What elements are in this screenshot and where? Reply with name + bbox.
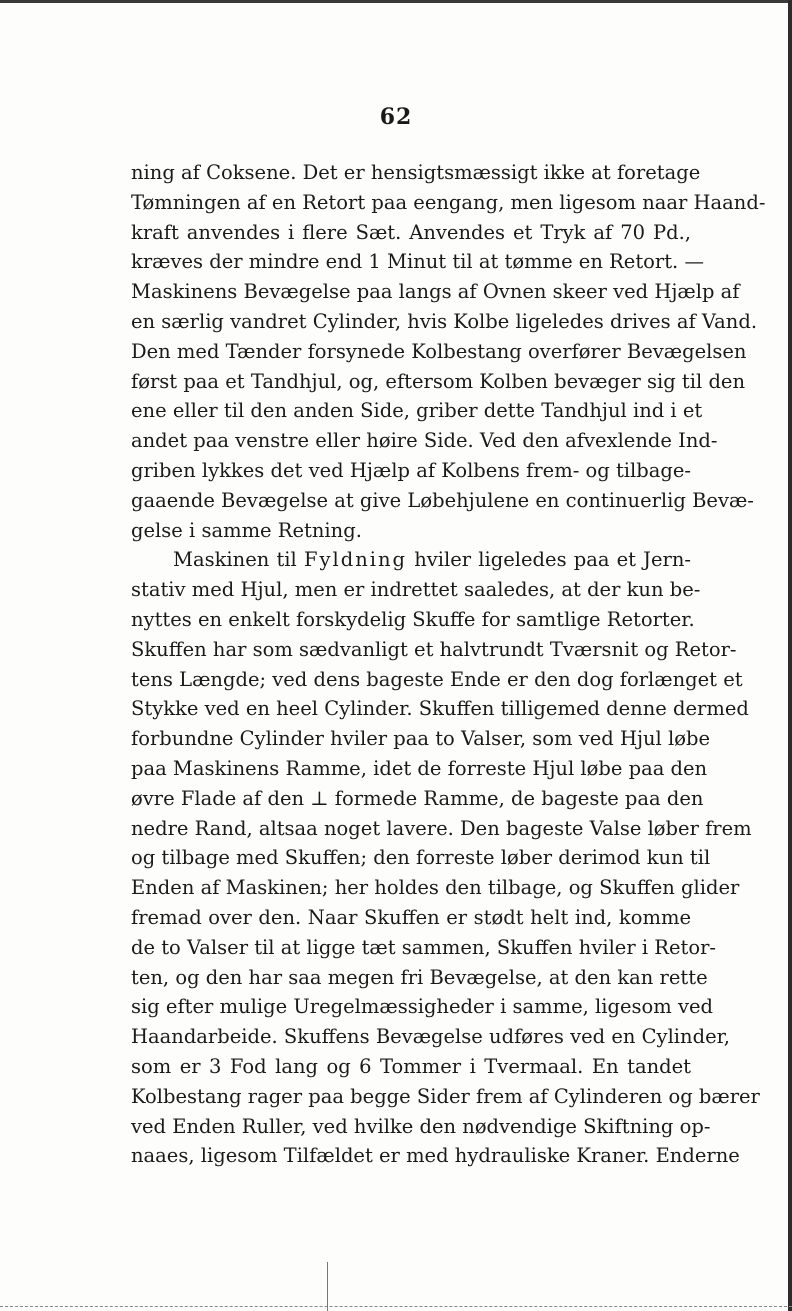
text-line: Skuffen har som sædvanligt et halvtrundt Tværsnit og Retor- — [131, 637, 737, 661]
paragraph-1 — [131, 158, 766, 545]
page-top-edge — [0, 0, 792, 3]
page-number: 62 — [379, 104, 413, 130]
text-line: ene eller til den anden Side, griber dette Tandhjul ind i et — [131, 399, 703, 423]
text-line: Maskinens Bevægelse paa langs af Ovnen skeer ved Hjælp af — [131, 280, 740, 304]
text-line: ning af Coksene. Det er hensigtsmæssigt ikke at foretage — [131, 161, 701, 184]
text-line: Stykke ved en heel Cylinder. Skuffen tilligemed denne dermed — [131, 697, 749, 721]
text-line: Haandarbeide. Skuffens Bevægelse udføres ved en Cylinder, — [131, 1025, 731, 1049]
text-line: en særlig vandret Cylinder, hvis Kolbe ligeledes drives af Vand. — [131, 309, 758, 333]
text-line: sig efter mulige Uregelmæssigheder i samme, ligesom ved — [131, 995, 714, 1019]
paragraph-2 — [131, 545, 760, 1171]
opening-text: Maskinen til — [173, 548, 297, 572]
text-line: stativ med Hjul, men er indrettet saaledes, at der kun be- — [131, 578, 701, 602]
text-line: de to Valser til at ligge tæt sammen, Skuffen hviler i Retor- — [131, 935, 717, 959]
text-line: andet paa venstre eller høire Side. Ved den afvexlende Ind- — [131, 429, 718, 453]
text-line: og tilbage med Skuffen; den forreste løber derimod kun til — [131, 846, 711, 870]
text-line: som er 3 Fod lang og 6 Tommer i Tvermaal. En tandet — [131, 1054, 691, 1078]
text-line: Kolbestang rager paa begge Sider frem af Cylinderen og bærer — [131, 1084, 760, 1108]
text-line: Den med Tænder forsynede Kolbestang overfører Bevægelsen — [131, 339, 747, 363]
text-line: Enden af Maskinen; her holdes den tilbage, og Skuffen glider — [131, 876, 740, 900]
opening-text-continued: hviler ligeledes paa et Jern- — [414, 548, 691, 572]
text-line: Tømningen af en Retort paa eengang, men ligesom naar Haand- — [131, 190, 766, 214]
text-line: ved Enden Ruller, ved hvilke den nødvendige Skiftning op- — [131, 1114, 711, 1138]
text-line: fremad over den. Naar Skuffen er stødt helt ind, komme — [131, 905, 691, 929]
text-line: griben lykkes det ved Hjælp af Kolbens frem- og tilbage- — [131, 458, 691, 482]
text-line: naaes, ligesom Tilfældet er med hydrauliske Kraner. Enderne — [131, 1144, 740, 1168]
paragraph-opening-line — [131, 545, 691, 575]
text-line: ten, og den har saa megen fri Bevægelse, at den kan rette — [131, 965, 708, 989]
page-bottom-edge — [0, 1306, 792, 1307]
text-line: nedre Rand, altsaa noget lavere. Den bageste Valse løber frem — [131, 816, 752, 840]
text-line: først paa et Tandhjul, og, eftersom Kolben bevæger sig til den — [131, 369, 746, 393]
text-line: tens Længde; ved dens bageste Ende er den dog forlænget et — [131, 667, 743, 691]
text-line: kraft anvendes i flere Sæt. Anvendes et Tryk af 70 Pd., — [131, 220, 691, 244]
page-right-edge — [788, 0, 792, 1311]
text-line: gelse i samme Retning. — [131, 518, 362, 542]
body-text — [131, 158, 766, 1171]
gutter-fold-mark — [327, 1262, 328, 1311]
text-line: gaaende Bevægelse at give Løbehjulene en continuerlig Bevæ- — [131, 488, 754, 512]
text-line: paa Maskinens Ramme, idet de forreste Hjul løbe paa den — [131, 756, 708, 780]
emphasized-term: Fyldning — [303, 548, 408, 572]
text-line: forbundne Cylinder hviler paa to Valser, som ved Hjul løbe — [131, 727, 710, 751]
text-line: kræves der mindre end 1 Minut til at tømme en Retort. — — [131, 250, 704, 274]
text-line: nyttes en enkelt forskydelig Skuffe for samtlige Retorter. — [131, 607, 695, 631]
text-line: øvre Flade af den ⊥ formede Ramme, de bageste paa den — [131, 786, 704, 810]
